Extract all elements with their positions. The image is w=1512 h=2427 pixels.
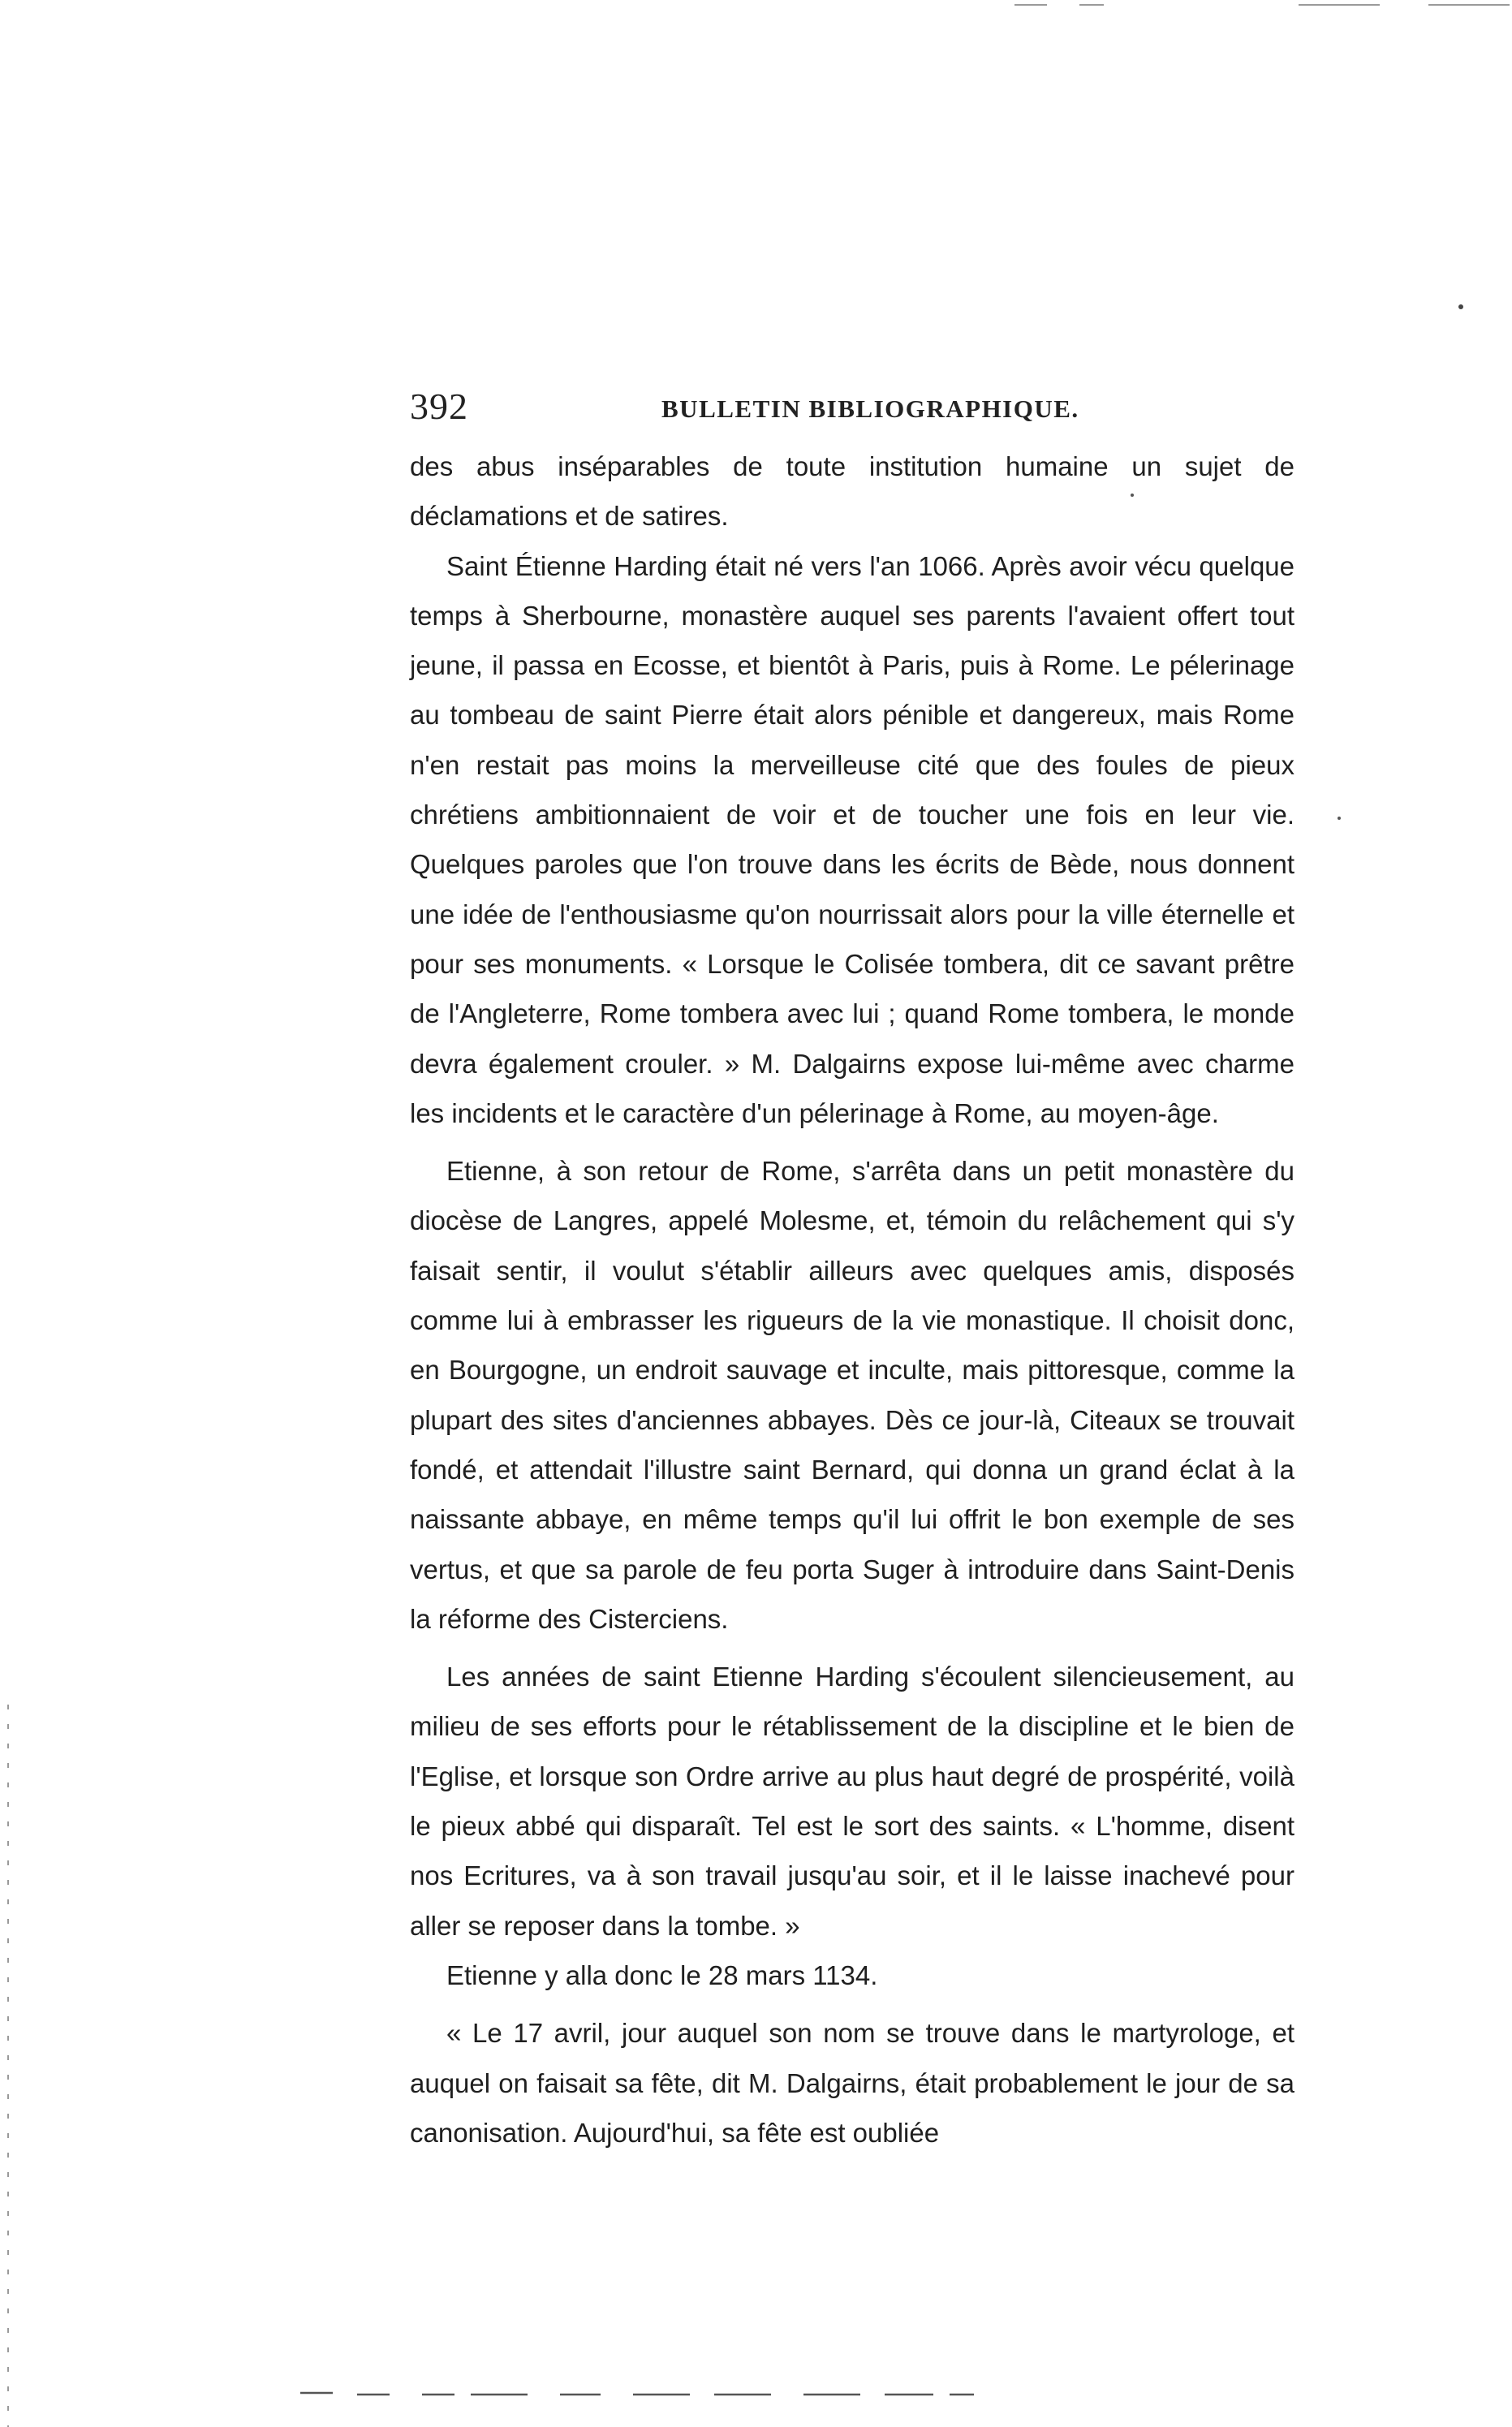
scan-speck xyxy=(1458,304,1463,309)
body-text xyxy=(410,442,1294,2158)
paragraph: Les années de saint Etienne Harding s'écoulent silencieusement, au milieu de ses efforts pour le rétablissement de la discipline et le bien de l'Eglise, et lorsque son Ordre arrive au plus haut degré de prospérité, voilà le pieux abbé qui disparaît. Tel est le sort des saints. « L'homme, disent nos Ecritures, va à son travail jusqu'au soir, et il le laisse inachevé pour aller se reposer dans la tombe. » xyxy=(410,1662,1294,1941)
page-number: 392 xyxy=(410,386,468,427)
paragraph: « Le 17 avril, jour auquel son nom se trouve dans le martyrologe, et auquel on faisait sa fête, dit M. Dalgairns, était probablement le jour de sa canonisation. Aujourd'hui, sa fête est oubliée xyxy=(410,2018,1294,2148)
running-head: BULLETIN BIBLIOGRAPHIQUE. xyxy=(661,394,1079,423)
paragraph: Saint Étienne Harding était né vers l'an 1066. Après avoir vécu quelque temps à Sherbourne, monastère auquel ses parents l'avaient offert tout jeune, il passa en Ecosse, et bientôt à Paris, puis à Rome. Le pélerinage au tombeau de saint Pierre était alors pénible et dangereux, mais Rome n'en restait pas moins la merveilleuse cité que des foules de pieux chrétiens ambitionnaient de voir et de toucher une fois en leur vie. Quelques paroles que l'on trouve dans les écrits de Bède, nous donnent une idée de l'enthousiasme qu'on nourrissait alors pour la ville éternelle et pour ses monuments. « Lorsque le Colisée tombera, dit ce savant prêtre de l'Angleterre, Rome tombera avec lui ; quand Rome tombera, le monde devra également crouler. » M. Dalgairns expose lui-même avec charme les incidents et le caractère d'un pélerinage à Rome, au moyen-âge. xyxy=(410,550,1294,1128)
page-header xyxy=(410,382,1319,438)
paragraph: Etienne, à son retour de Rome, s'arrêta dans un petit monastère du diocèse de Langres, appelé Molesme, et, témoin du relâchement qui s'y faisait sentir, il voulut s'établir ailleurs avec quelques amis, disposés comme lui à embrasser les rigueurs de la vie monastique. Il choisit donc, en Bourgogne, un endroit sauvage et inculte, mais pittoresque, comme la plupart des sites d'anciennes abbayes. Dès ce jour-là, Citeaux se trouvait fondé, et attendait l'illustre saint Bernard, qui donna un grand éclat à la naissante abbaye, en même temps qu'il lui offrit le bon exemple de ses vertus, et que sa parole de feu porta Suger à introduire dans Saint-Denis la réforme des Cisterciens. xyxy=(410,1156,1294,1634)
paragraph-continued: des abus inséparables de toute institution humaine un sujet de déclamations et de satires. xyxy=(410,451,1294,532)
scan-speck xyxy=(1338,817,1341,820)
paragraph: Etienne y alla donc le 28 mars 1134. xyxy=(446,1959,878,1990)
